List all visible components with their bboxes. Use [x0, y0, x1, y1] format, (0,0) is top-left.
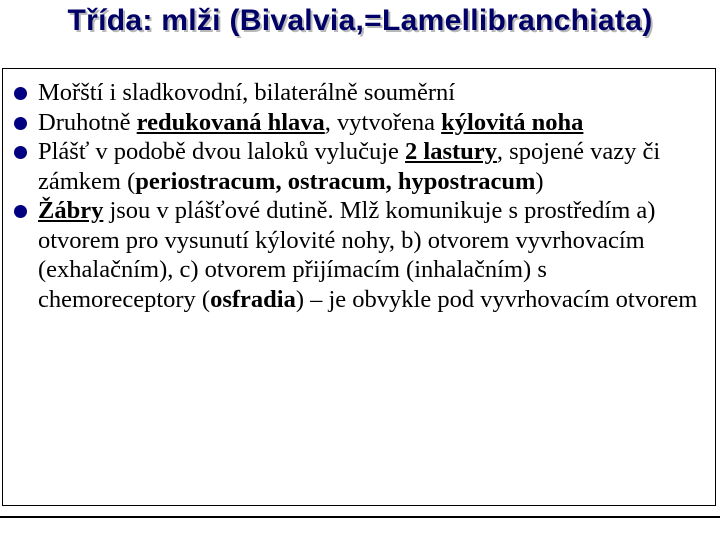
- bullet-item: [7, 196, 707, 314]
- bullet-text: ): [535, 167, 544, 195]
- term-bold: periostracum, ostracum, hypostracum: [135, 167, 536, 195]
- bullet-dot-icon: [14, 146, 27, 159]
- bullet-dot-icon: [14, 117, 27, 130]
- content-box: [2, 68, 716, 506]
- bullet-text: jsou v plášťové dutině. Mlž komunikuje s prostředím a) otvorem pro vysunutí kýlovité nohy, b) otvorem vyvrhovacím (exhalačním), c) otvorem přijímacím (inhalačním) s chemoreceptory (: [38, 197, 656, 313]
- term-highlight: redukovaná hlava: [136, 108, 325, 136]
- bullet-dot-icon: [14, 205, 27, 218]
- term-highlight: 2 lastury: [405, 138, 497, 165]
- bullet-text: Mořští i sladkovodní, bilaterálně souměrní: [38, 79, 456, 106]
- bullet-item: [7, 108, 707, 138]
- bullet-text: , vytvořena: [324, 108, 442, 136]
- bullet-text: ) – je obvykle pod vyvrhovacím otvorem: [295, 285, 698, 313]
- bottom-divider: [0, 516, 720, 518]
- bullet-list: [7, 78, 707, 314]
- slide-title: Třída: mlži (Bivalvia,=Lamellibranchiata): [67, 4, 653, 37]
- bullet-text: , spojené vazy či zámkem (: [38, 138, 661, 195]
- bullet-item: [7, 78, 707, 108]
- term-highlight: kýlovitá noha: [441, 108, 584, 136]
- bullet-dot-icon: [14, 87, 27, 100]
- bullet-text: Druhotně: [38, 108, 137, 136]
- bullet-text: Plášť v podobě dvou laloků vylučuje: [38, 138, 406, 165]
- term-highlight: Žábry: [38, 197, 104, 224]
- bullet-item: [7, 137, 707, 196]
- term-bold: osfradia: [210, 285, 296, 313]
